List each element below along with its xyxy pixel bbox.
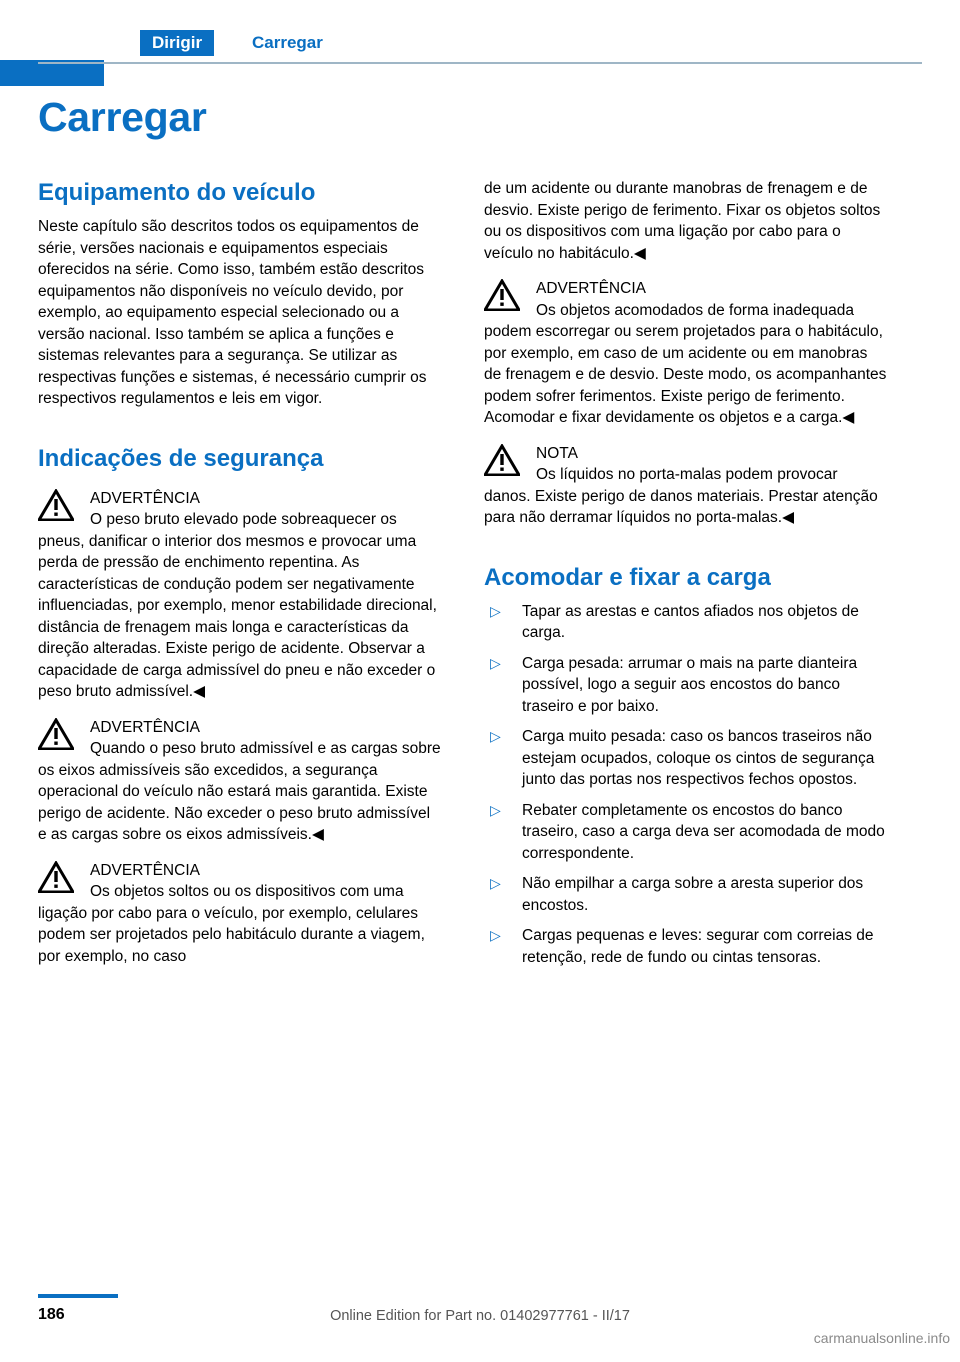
breadcrumb-secondary: Carregar — [252, 33, 323, 52]
list-item — [484, 800, 888, 865]
list-item — [484, 601, 888, 644]
warning-label: ADVERTÊNCIA — [90, 718, 200, 736]
triangle-bullet-icon: ▷ — [490, 728, 501, 744]
warning-block — [38, 717, 442, 846]
triangle-bullet-icon: ▷ — [490, 801, 501, 818]
warning-block — [484, 278, 888, 429]
list-item-text: Rebater completamente os encostos do banco traseiro, caso a carga deva ser acomodada de modo correspondente. — [522, 801, 885, 862]
watermark: carmanualsonline.info — [813, 1330, 950, 1346]
right-column — [484, 178, 888, 977]
warning-text: Os objetos acomodados de forma inadequada podem escorregar ou serem projetados para o habitáculo, por exemplo, em caso de um acidente ou em manobras de frenagem e de desvio. Deste modo, os acompanhantes podem sofrer ferimentos. Existe perigo de ferimento. Acomodar e fixar devidamente os objetos e a carga.◀ — [484, 301, 887, 426]
section-paragraph-equipamento: Neste capítulo são descritos todos os equipamentos de série, versões nacionais e equipamentos especiais oferecidos na série. Como isso, também estão descritos equipamentos não disponíveis no veículo devido, por exemplo, ao equipamento especial selecionado ou a versão nacional. Isso também se aplica a funções e sistemas relevantes para a segurança. Se utilizar as respectivas funções e sistemas, é necessário cumprir os respectivos regulamentos e leis em vigor. — [38, 218, 427, 407]
list-item-text: Tapar as arestas e cantos afiados nos objetos de carga. — [522, 602, 859, 641]
warning-block — [38, 860, 442, 968]
warning-triangle-icon — [38, 489, 74, 521]
header-divider — [38, 62, 922, 64]
list-item — [484, 925, 888, 968]
warning-label: ADVERTÊNCIA — [90, 489, 200, 507]
warning-text: Quando o peso bruto admissível e as cargas sobre os eixos admissíveis são excedidos, a segurança operacional do veículo não estará mais garantida. Existe perigo de acidente. Não exceder o peso bruto admissível e as cargas sobre os eixos admissíveis.◀ — [38, 740, 441, 843]
warning-block — [38, 488, 442, 703]
triangle-bullet-icon: ▷ — [490, 875, 501, 891]
list-item-text: Não empilhar a carga sobre a aresta superior dos encostos. — [522, 875, 864, 914]
instruction-list — [484, 601, 888, 969]
page-title: Carregar — [38, 94, 207, 140]
list-item — [484, 726, 888, 791]
warning-text: Os objetos soltos ou os dispositivos com uma ligação por cabo para o veículo, por exemplo, celulares podem ser projetados pelo habitáculo durante a viagem, por exemplo, no caso — [38, 883, 425, 965]
triangle-bullet-icon: ▷ — [490, 602, 501, 619]
left-column — [38, 178, 442, 967]
list-item — [484, 873, 888, 916]
warning-triangle-icon — [484, 444, 520, 476]
warning-label: ADVERTÊNCIA — [90, 861, 200, 879]
footer-edition-text: Online Edition for Part no. 01402977761 - II/17 — [330, 1308, 630, 1324]
warning-text: O peso bruto elevado pode sobreaquecer os pneus, danificar o interior dos mesmos e provocar uma perda de pressão de enchimento repentina. As características de condução podem ser negativamente influenciadas, por exemplo, menor estabilidade direcional, distância de frenagem mais longa e características da direção alteradas. Existe perigo de acidente. Observar a capacidade de carga admissível do pneu e não exceder o peso bruto admissível.◀ — [38, 511, 437, 700]
section-heading-acomodar: Acomodar e fixar a carga — [484, 563, 771, 591]
warning-label: ADVERTÊNCIA — [536, 280, 646, 297]
note-block — [484, 443, 888, 529]
section-heading-equipamento: Equipamento do veículo — [38, 179, 316, 206]
continuation-paragraph: de um acidente ou durante manobras de frenagem e de desvio. Existe perigo de ferimento. Fixar os objetos soltos ou os dispositivos com uma ligação por cabo para o veículo no habitáculo.◀ — [484, 180, 881, 262]
warning-triangle-icon — [38, 861, 74, 893]
list-item-text: Carga muito pesada: caso os bancos traseiros não estejam ocupados, coloque os cintos de segurança junto das portas nos respectivos fechos opostos. — [522, 728, 875, 788]
breadcrumb-primary: Dirigir — [140, 30, 214, 56]
triangle-bullet-icon: ▷ — [490, 654, 501, 671]
page-number: 186 — [38, 1306, 65, 1323]
footer-divider — [38, 1294, 118, 1298]
warning-triangle-icon — [38, 718, 74, 750]
list-item — [484, 653, 888, 718]
note-label: NOTA — [536, 444, 578, 462]
triangle-bullet-icon: ▷ — [490, 927, 501, 943]
note-text: Os líquidos no porta-malas podem provocar danos. Existe perigo de danos materiais. Prestar atenção para não derramar líquidos no porta-malas.◀ — [484, 466, 878, 526]
list-item-text: Cargas pequenas e leves: segurar com correias de retenção, rede de fundo ou cintas tensoras. — [522, 927, 874, 966]
warning-triangle-icon — [484, 279, 520, 311]
section-heading-indicacoes: Indicações de segurança — [38, 444, 324, 472]
list-item-text: Carga pesada: arrumar o mais na parte dianteira possível, logo a seguir aos encostos do banco traseiro e por baixo. — [522, 654, 858, 715]
page-header — [0, 30, 960, 58]
